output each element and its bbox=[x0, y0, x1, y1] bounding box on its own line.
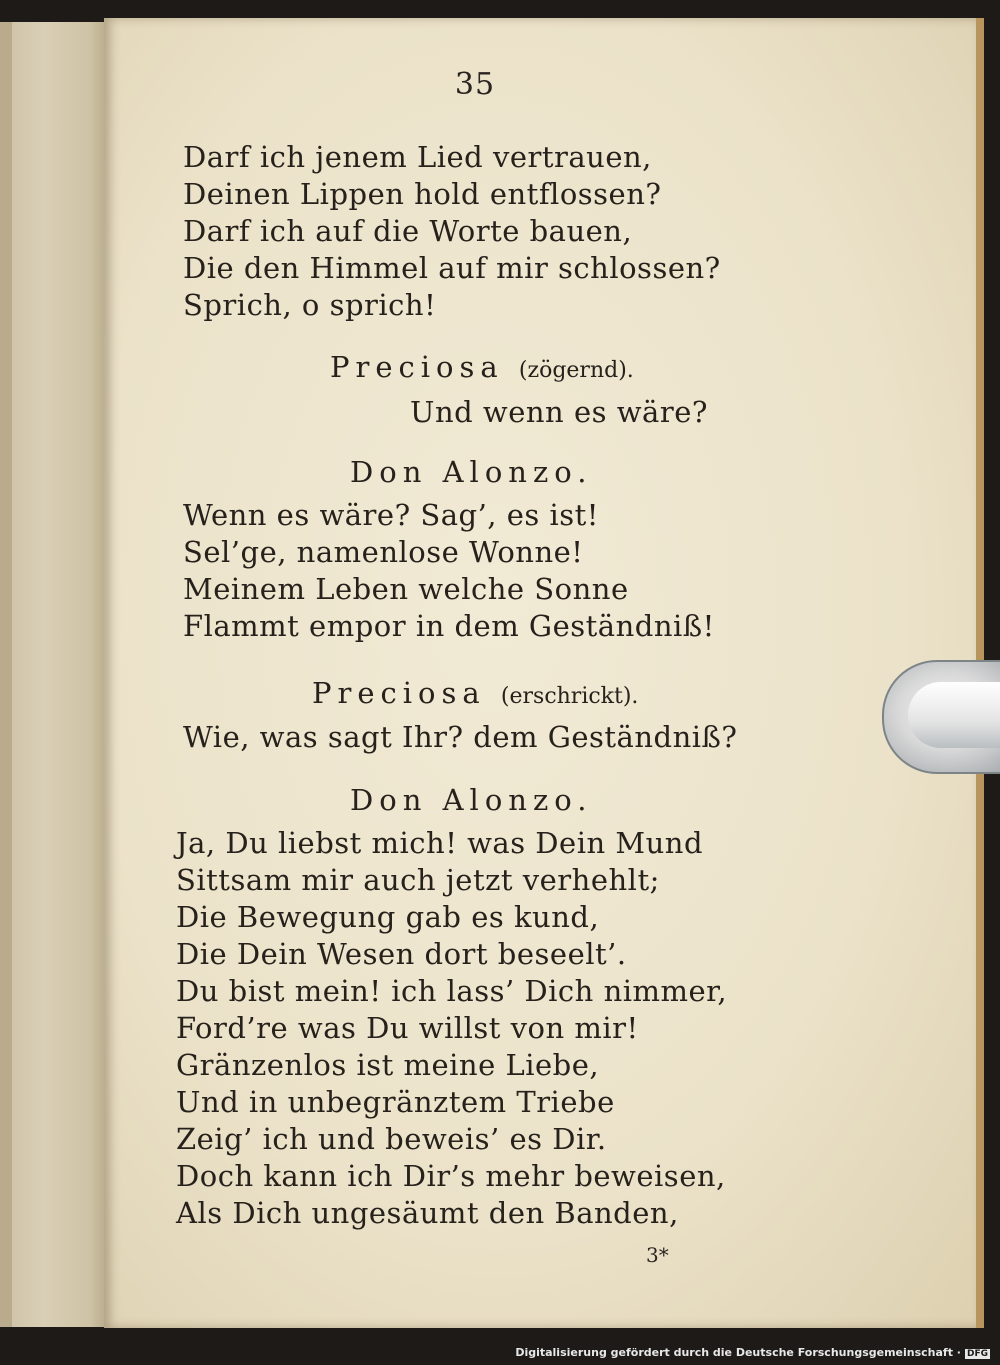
verse-line: Die den Himmel auf mir schlossen? bbox=[183, 251, 721, 285]
stage-direction: (erschrickt). bbox=[500, 684, 639, 709]
verse-line: Sittsam mir auch jetzt verhehlt; bbox=[176, 863, 660, 897]
verse-line: Gränzenlos ist meine Liebe, bbox=[176, 1048, 600, 1082]
speaker-label: Preciosa bbox=[330, 350, 504, 384]
verse-line: Ford’re was Du willst von mir! bbox=[176, 1011, 639, 1045]
speaker-name: Don Alonzo. bbox=[350, 455, 593, 489]
digitization-credit bbox=[515, 1346, 990, 1359]
verse-line: Deinen Lippen hold entflossen? bbox=[183, 177, 662, 211]
verse-line: Du bist mein! ich lass’ Dich nimmer, bbox=[176, 974, 728, 1008]
dialogue-line: Wie, was sagt Ihr? dem Geständniß? bbox=[183, 720, 738, 754]
verse-line: Zeig’ ich und beweis’ es Dir. bbox=[176, 1122, 607, 1156]
verse-line: Doch kann ich Dir’s mehr beweisen, bbox=[176, 1159, 726, 1193]
verse-line: Wenn es wäre? Sag’, es ist! bbox=[183, 498, 599, 532]
verse-line: Als Dich ungesäumt den Banden, bbox=[176, 1196, 679, 1230]
page-clip-highlight bbox=[908, 682, 1000, 748]
verse-line: Sel’ge, namenlose Wonne! bbox=[183, 535, 584, 569]
facing-page-edge bbox=[0, 22, 114, 1327]
verse-line: Ja, Du liebst mich! was Dein Mund bbox=[176, 826, 704, 860]
page-number: 35 bbox=[454, 67, 496, 102]
speaker-name: Don Alonzo. bbox=[350, 783, 593, 817]
verse-line: Sprich, o sprich! bbox=[183, 288, 437, 322]
verse-line: Darf ich auf die Worte bauen, bbox=[183, 214, 633, 248]
verse-line: Darf ich jenem Lied vertrauen, bbox=[183, 140, 652, 174]
verse-line: Meinem Leben welche Sonne bbox=[183, 572, 629, 606]
dfg-logo: DFG bbox=[966, 1349, 988, 1359]
verse-line: Die Dein Wesen dort beseelt’. bbox=[176, 937, 627, 971]
verse-line: Die Bewegung gab es kund, bbox=[176, 900, 600, 934]
speaker-name bbox=[330, 350, 634, 384]
speaker-name bbox=[312, 676, 638, 710]
verse-line: Und in unbegränztem Triebe bbox=[176, 1085, 615, 1119]
signature-mark: 3* bbox=[646, 1243, 669, 1267]
stage-direction: (zögernd). bbox=[518, 358, 634, 383]
credit-text: Digitalisierung gefördert durch die Deutsche Forschungsgemeinschaft · bbox=[515, 1346, 961, 1359]
dialogue-line: Und wenn es wäre? bbox=[410, 395, 708, 429]
book-spine-edge bbox=[0, 22, 12, 1327]
speaker-label: Preciosa bbox=[312, 676, 486, 710]
verse-line: Flammt empor in dem Geständniß! bbox=[183, 609, 715, 643]
